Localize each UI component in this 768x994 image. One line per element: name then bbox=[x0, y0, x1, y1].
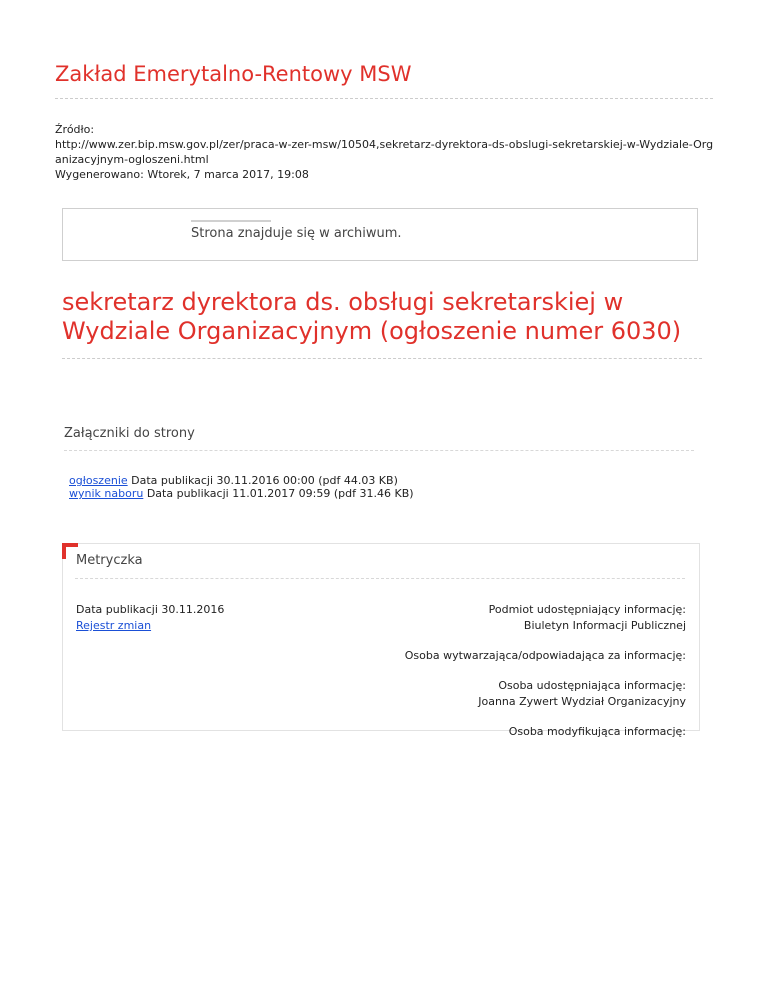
publication-date: Data publikacji 30.11.2016 bbox=[76, 603, 225, 616]
archive-notice-text: Strona znajduje się w archiwum. bbox=[191, 226, 402, 241]
source-url: http://www.zer.bip.msw.gov.pl/zer/praca-w-zer-msw/10504,sekretarz-dyrektora-ds-obslugi-sekretarskiej-w-Wydziale-Organizacyjnym-ogloszeni.html bbox=[55, 138, 714, 166]
podmiot-label: Podmiot udostępniający informację: bbox=[488, 603, 686, 616]
attachments-list bbox=[69, 474, 689, 500]
metryczka-panel bbox=[62, 543, 700, 738]
udostepniajaca-label: Osoba udostępniająca informację: bbox=[498, 679, 686, 692]
attachments-title: Załączniki do strony bbox=[64, 426, 195, 441]
title-divider bbox=[62, 358, 702, 359]
header-divider bbox=[55, 98, 713, 99]
udostepniajaca-value: Joanna Zywert Wydział Organizacyjny bbox=[478, 695, 686, 708]
source-label: Źródło: bbox=[55, 123, 95, 136]
wytwarzajaca-label: Osoba wytwarzająca/odpowiadająca za informację: bbox=[404, 649, 686, 662]
metryczka-left bbox=[76, 602, 224, 634]
metryczka-right bbox=[266, 602, 686, 754]
page-title: sekretarz dyrektora ds. obsługi sekretarskiej w Wydziale Organizacyjnym (ogłoszenie numer 6030) bbox=[62, 288, 682, 345]
attachment-link-wynik-naboru[interactable]: wynik naboru bbox=[69, 487, 144, 500]
archive-notice-rule bbox=[191, 220, 271, 222]
attachment-info: Data publikacji 30.11.2016 00:00 (pdf 44.03 KB) bbox=[127, 474, 398, 487]
list-item bbox=[69, 487, 689, 500]
site-title[interactable]: Zakład Emerytalno-Rentowy MSW bbox=[55, 62, 412, 86]
attachments-divider bbox=[64, 450, 694, 451]
history-link[interactable]: Rejestr zmian bbox=[76, 619, 152, 632]
list-item bbox=[69, 474, 689, 487]
modyfikujaca-label: Osoba modyfikująca informację: bbox=[508, 725, 686, 738]
archive-notice bbox=[62, 208, 698, 261]
attachment-info: Data publikacji 11.01.2017 09:59 (pdf 31.46 KB) bbox=[143, 487, 414, 500]
podmiot-value: Biuletyn Informacji Publicznej bbox=[523, 619, 686, 632]
attachment-link-ogloszenie[interactable]: ogłoszenie bbox=[69, 474, 128, 487]
metryczka-divider bbox=[75, 578, 685, 579]
generated-timestamp: Wygenerowano: Wtorek, 7 marca 2017, 19:08 bbox=[55, 168, 309, 181]
source-block bbox=[55, 122, 715, 182]
metryczka-title: Metryczka bbox=[76, 553, 143, 568]
